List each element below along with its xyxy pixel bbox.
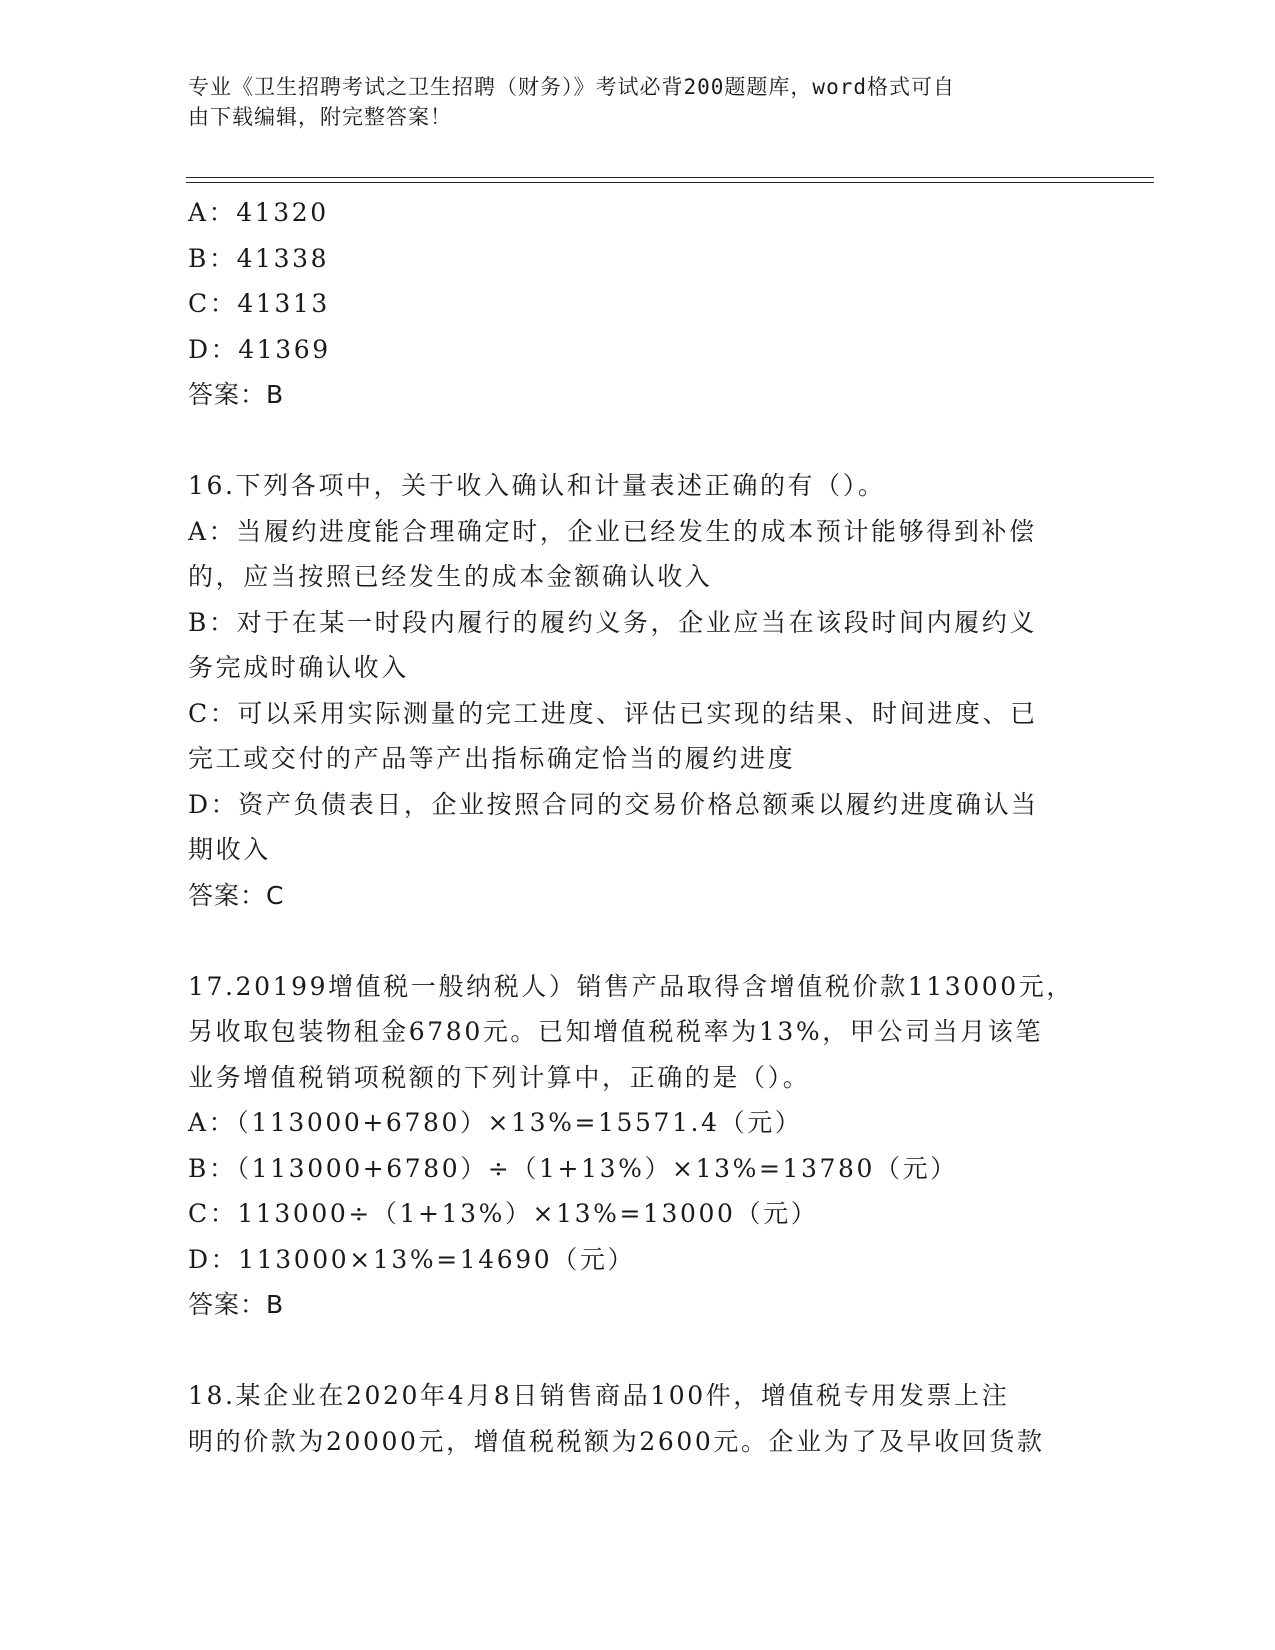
- q17-option-a: A：（113000+6780）×13%=15571.4（元）: [188, 1108, 803, 1137]
- question-15: [188, 190, 1088, 418]
- q16-option-c: C：可以采用实际测量的完工进度、评估已实现的结果、时间进度、已: [188, 698, 1038, 728]
- question-16: [188, 463, 1088, 918]
- header-divider-bottom: [186, 182, 1154, 183]
- document-header: [188, 72, 1068, 132]
- q16-option-b-cont: 务完成时确认收入: [188, 653, 409, 682]
- q16-answer: 答案：C: [188, 880, 285, 910]
- header-divider-top: [186, 177, 1154, 178]
- q17-option-b: B：（113000+6780）÷（1+13%）×13%=13780（元）: [188, 1153, 958, 1183]
- q15-answer: 答案：B: [188, 380, 285, 409]
- q17-stem-cont-2: 业务增值税销项税额的下列计算中，正确的是（）。: [188, 1062, 811, 1092]
- header-line-1: 专业《卫生招聘考试之卫生招聘（财务）》考试必背200题题库，word格式可自: [188, 75, 955, 99]
- q18-stem: 18.某企业在2020年4月8日销售商品100件，增值税专用发票上注: [188, 1381, 1010, 1410]
- q15-option-d: D：41369: [188, 334, 331, 364]
- q15-option-c: C：41313: [188, 289, 330, 318]
- q18-stem-cont: 明的价款为20000元，增值税税额为2600元。企业为了及早收回货款: [188, 1426, 1045, 1456]
- spacer: [188, 918, 1088, 964]
- q17-stem-cont-1: 另收取包装物租金6780元。已知增值税税率为13%，甲公司当月该笔: [188, 1017, 1043, 1046]
- question-17: [188, 964, 1088, 1328]
- q16-option-c-cont: 完工或交付的产品等产出指标确定恰当的履约进度: [188, 744, 796, 773]
- q16-option-d: D：资产负债表日，企业按照合同的交易价格总额乘以履约进度确认当: [188, 789, 1039, 819]
- q15-option-a: A：41320: [188, 198, 329, 227]
- q16-option-a: A：当履约进度能合理确定时，企业已经发生的成本预计能够得到补偿: [188, 516, 1037, 546]
- q17-stem: 17.20199增值税一般纳税人）销售产品取得含增值税价款113000元，: [188, 971, 1074, 1001]
- q17-option-d: D：113000×13%=14690（元）: [188, 1244, 636, 1274]
- q17-option-c: C：113000÷（1+13%）×13%=13000（元）: [188, 1199, 819, 1228]
- header-line-2: 由下载编辑，附完整答案！: [188, 105, 452, 129]
- spacer: [188, 418, 1088, 464]
- q16-option-b: B：对于在某一时段内履行的履约义务，企业应当在该段时间内履约义: [188, 607, 1037, 637]
- document-body: [188, 190, 1088, 1464]
- q15-option-b: B：41338: [188, 243, 330, 273]
- q16-stem: 16.下列各项中，关于收入确认和计量表述正确的有（）。: [188, 471, 886, 500]
- q16-option-d-cont: 期收入: [188, 835, 271, 864]
- spacer: [188, 1328, 1088, 1374]
- q16-option-a-cont: 的，应当按照已经发生的成本金额确认收入: [188, 562, 713, 591]
- question-18: [188, 1373, 1088, 1464]
- q17-answer: 答案：B: [188, 1290, 285, 1319]
